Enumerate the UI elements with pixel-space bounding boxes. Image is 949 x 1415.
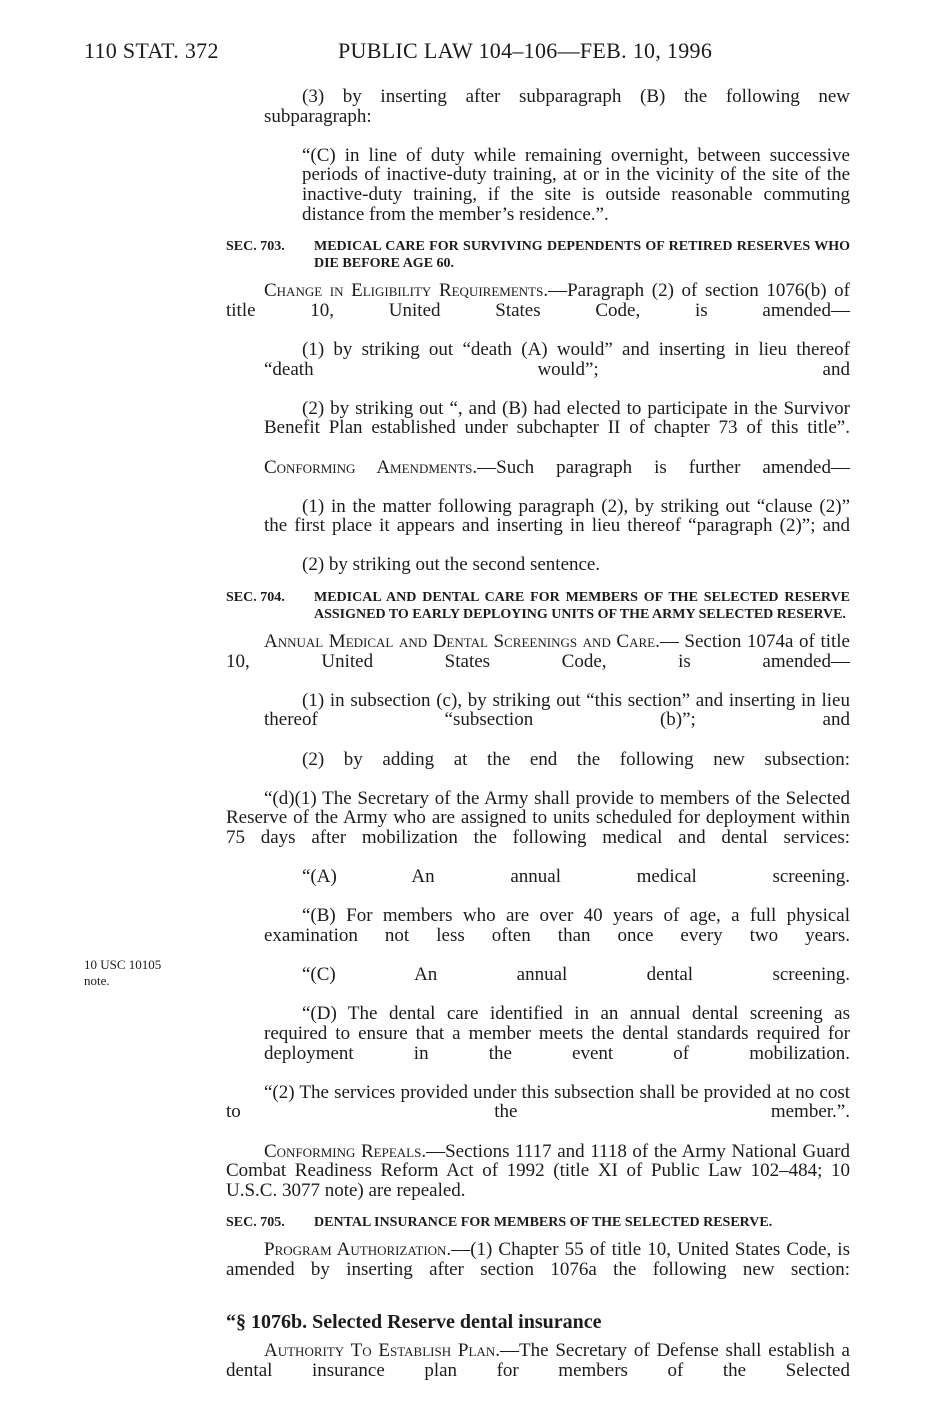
section-703-b-text: —Such paragraph is further amended— <box>477 456 850 478</box>
section-704-b-heading: Conforming Repeals. <box>264 1140 427 1162</box>
section-703-a-heading: Change in Eligibility Requirements. <box>264 280 549 302</box>
section-704-a-text: — Section 1074a of title 10, United States Code, is amended— <box>226 631 850 672</box>
statute-page-number: 110 STAT. 372 <box>84 38 219 63</box>
section-703-subsection-b <box>226 458 850 497</box>
section-704-a-item-1: (1) in subsection (c), by striking out “this section” and inserting in lieu thereof “subsection (b)”; and <box>264 689 850 731</box>
new-section-subsection-a <box>226 1341 850 1400</box>
section-705-number: SEC. 705. <box>226 1215 285 1231</box>
margin-note-line-1: 10 USC 10105 <box>84 957 162 972</box>
section-703-a-text: —Paragraph (2) of section 1076(b) of title 10, United States Code, is amended— <box>226 280 851 321</box>
section-705-heading <box>226 1214 850 1231</box>
section-703-b-item-2: (2) by striking out the second sentence. <box>302 554 601 576</box>
public-law-citation: PUBLIC LAW 104–106—FEB. 10, 1996 <box>338 38 713 63</box>
new-subsection-d-2: “(2) The services provided under this subsection shall be provided at no cost to the member.”. <box>226 1081 850 1123</box>
margin-note <box>84 957 161 989</box>
new-section-1076b-heading: “§ 1076b. Selected Reserve dental insurance <box>226 1311 602 1334</box>
section-703-a-item-2: (2) by striking out “, and (B) had elected to participate in the Survivor Benefit Plan established under subchapter II of chapter 73 of this title”. <box>264 397 850 439</box>
page-header <box>0 38 949 68</box>
section-704-subsection-a <box>226 632 850 691</box>
section-703-subsection-a <box>226 281 850 340</box>
new-subsection-d-C: “(C) An annual dental screening. <box>302 964 850 986</box>
section-703-b-item-1: (1) in the matter following paragraph (2), by striking out “clause (2)” the first place it appears and inserting in lieu thereof “paragraph (2)”; and <box>264 495 850 537</box>
new-subsection-d-B: “(B) For members who are over 40 years of age, a full physical examination not less often than once every two years. <box>264 905 850 946</box>
section-704-title: MEDICAL AND DENTAL CARE FOR MEMBERS OF THE SELECTED RESERVE ASSIGNED TO EARLY DEPLOYING UNITS OF THE ARMY SELECTED RESERVE. <box>314 590 850 623</box>
paragraph-3-insert: (3) by inserting after subparagraph (B) the following new subparagraph: <box>264 86 850 127</box>
section-704-heading <box>226 589 850 623</box>
section-704-a-item-2: (2) by adding at the end the following new subsection: <box>302 748 850 770</box>
section-705-a-heading: Program Authorization. <box>264 1239 452 1261</box>
new-subsection-d-A: “(A) An annual medical screening. <box>302 866 850 888</box>
section-703-title: MEDICAL CARE FOR SURVIVING DEPENDENTS OF RETIRED RESERVES WHO DIE BEFORE AGE 60. <box>314 239 850 272</box>
section-703-a-item-1: (1) by striking out “death (A) would” and inserting in lieu thereof “death would”; and <box>264 338 850 380</box>
new-subsection-d-D: “(D) The dental care identified in an annual dental screening as required to ensure that a member meets the dental standards required for deployment in the event of mobilization. <box>264 1003 850 1064</box>
new-section-a-text: —The Secretary of Defense shall establish a dental insurance plan for members of the Selected <box>226 1340 850 1381</box>
section-704-number: SEC. 704. <box>226 590 285 606</box>
section-703-b-heading: Conforming Amendments. <box>264 456 478 478</box>
new-subparagraph-c: “(C) in line of duty while remaining overnight, between successive periods of inactive-duty training, at or in the vicinity of the site of the inactive-duty training, if the site is outside reasonable commuting distance from the member’s residence.”. <box>302 144 850 225</box>
new-section-a-heading: Authority To Establish Plan. <box>264 1340 500 1362</box>
margin-note-line-2: note. <box>84 973 110 988</box>
section-704-a-heading: Annual Medical and Dental Screenings and Care. <box>264 631 660 653</box>
section-705-title: DENTAL INSURANCE FOR MEMBERS OF THE SELECTED RESERVE. <box>314 1215 773 1231</box>
section-704-subsection-b <box>226 1142 850 1201</box>
section-705-a-text: —(1) Chapter 55 of title 10, United States Code, is amended by inserting after section 1076a the following new section: <box>226 1239 850 1280</box>
section-705-subsection-a <box>226 1240 850 1299</box>
law-text-body <box>226 87 850 1400</box>
section-703-heading <box>226 238 850 272</box>
section-703-number: SEC. 703. <box>226 239 285 255</box>
new-subsection-d-1: “(d)(1) The Secretary of the Army shall provide to members of the Selected Reserve of the Army who are assigned to units scheduled for deployment within 75 days after mobilization the following medical and dental services: <box>226 787 850 848</box>
section-704-b-text: —Sections 1117 and 1118 of the Army National Guard Combat Readiness Reform Act of 1992 (title XI of Public Law 102–484; 10 U.S.C. 3077 note) are repealed. <box>226 1140 850 1201</box>
